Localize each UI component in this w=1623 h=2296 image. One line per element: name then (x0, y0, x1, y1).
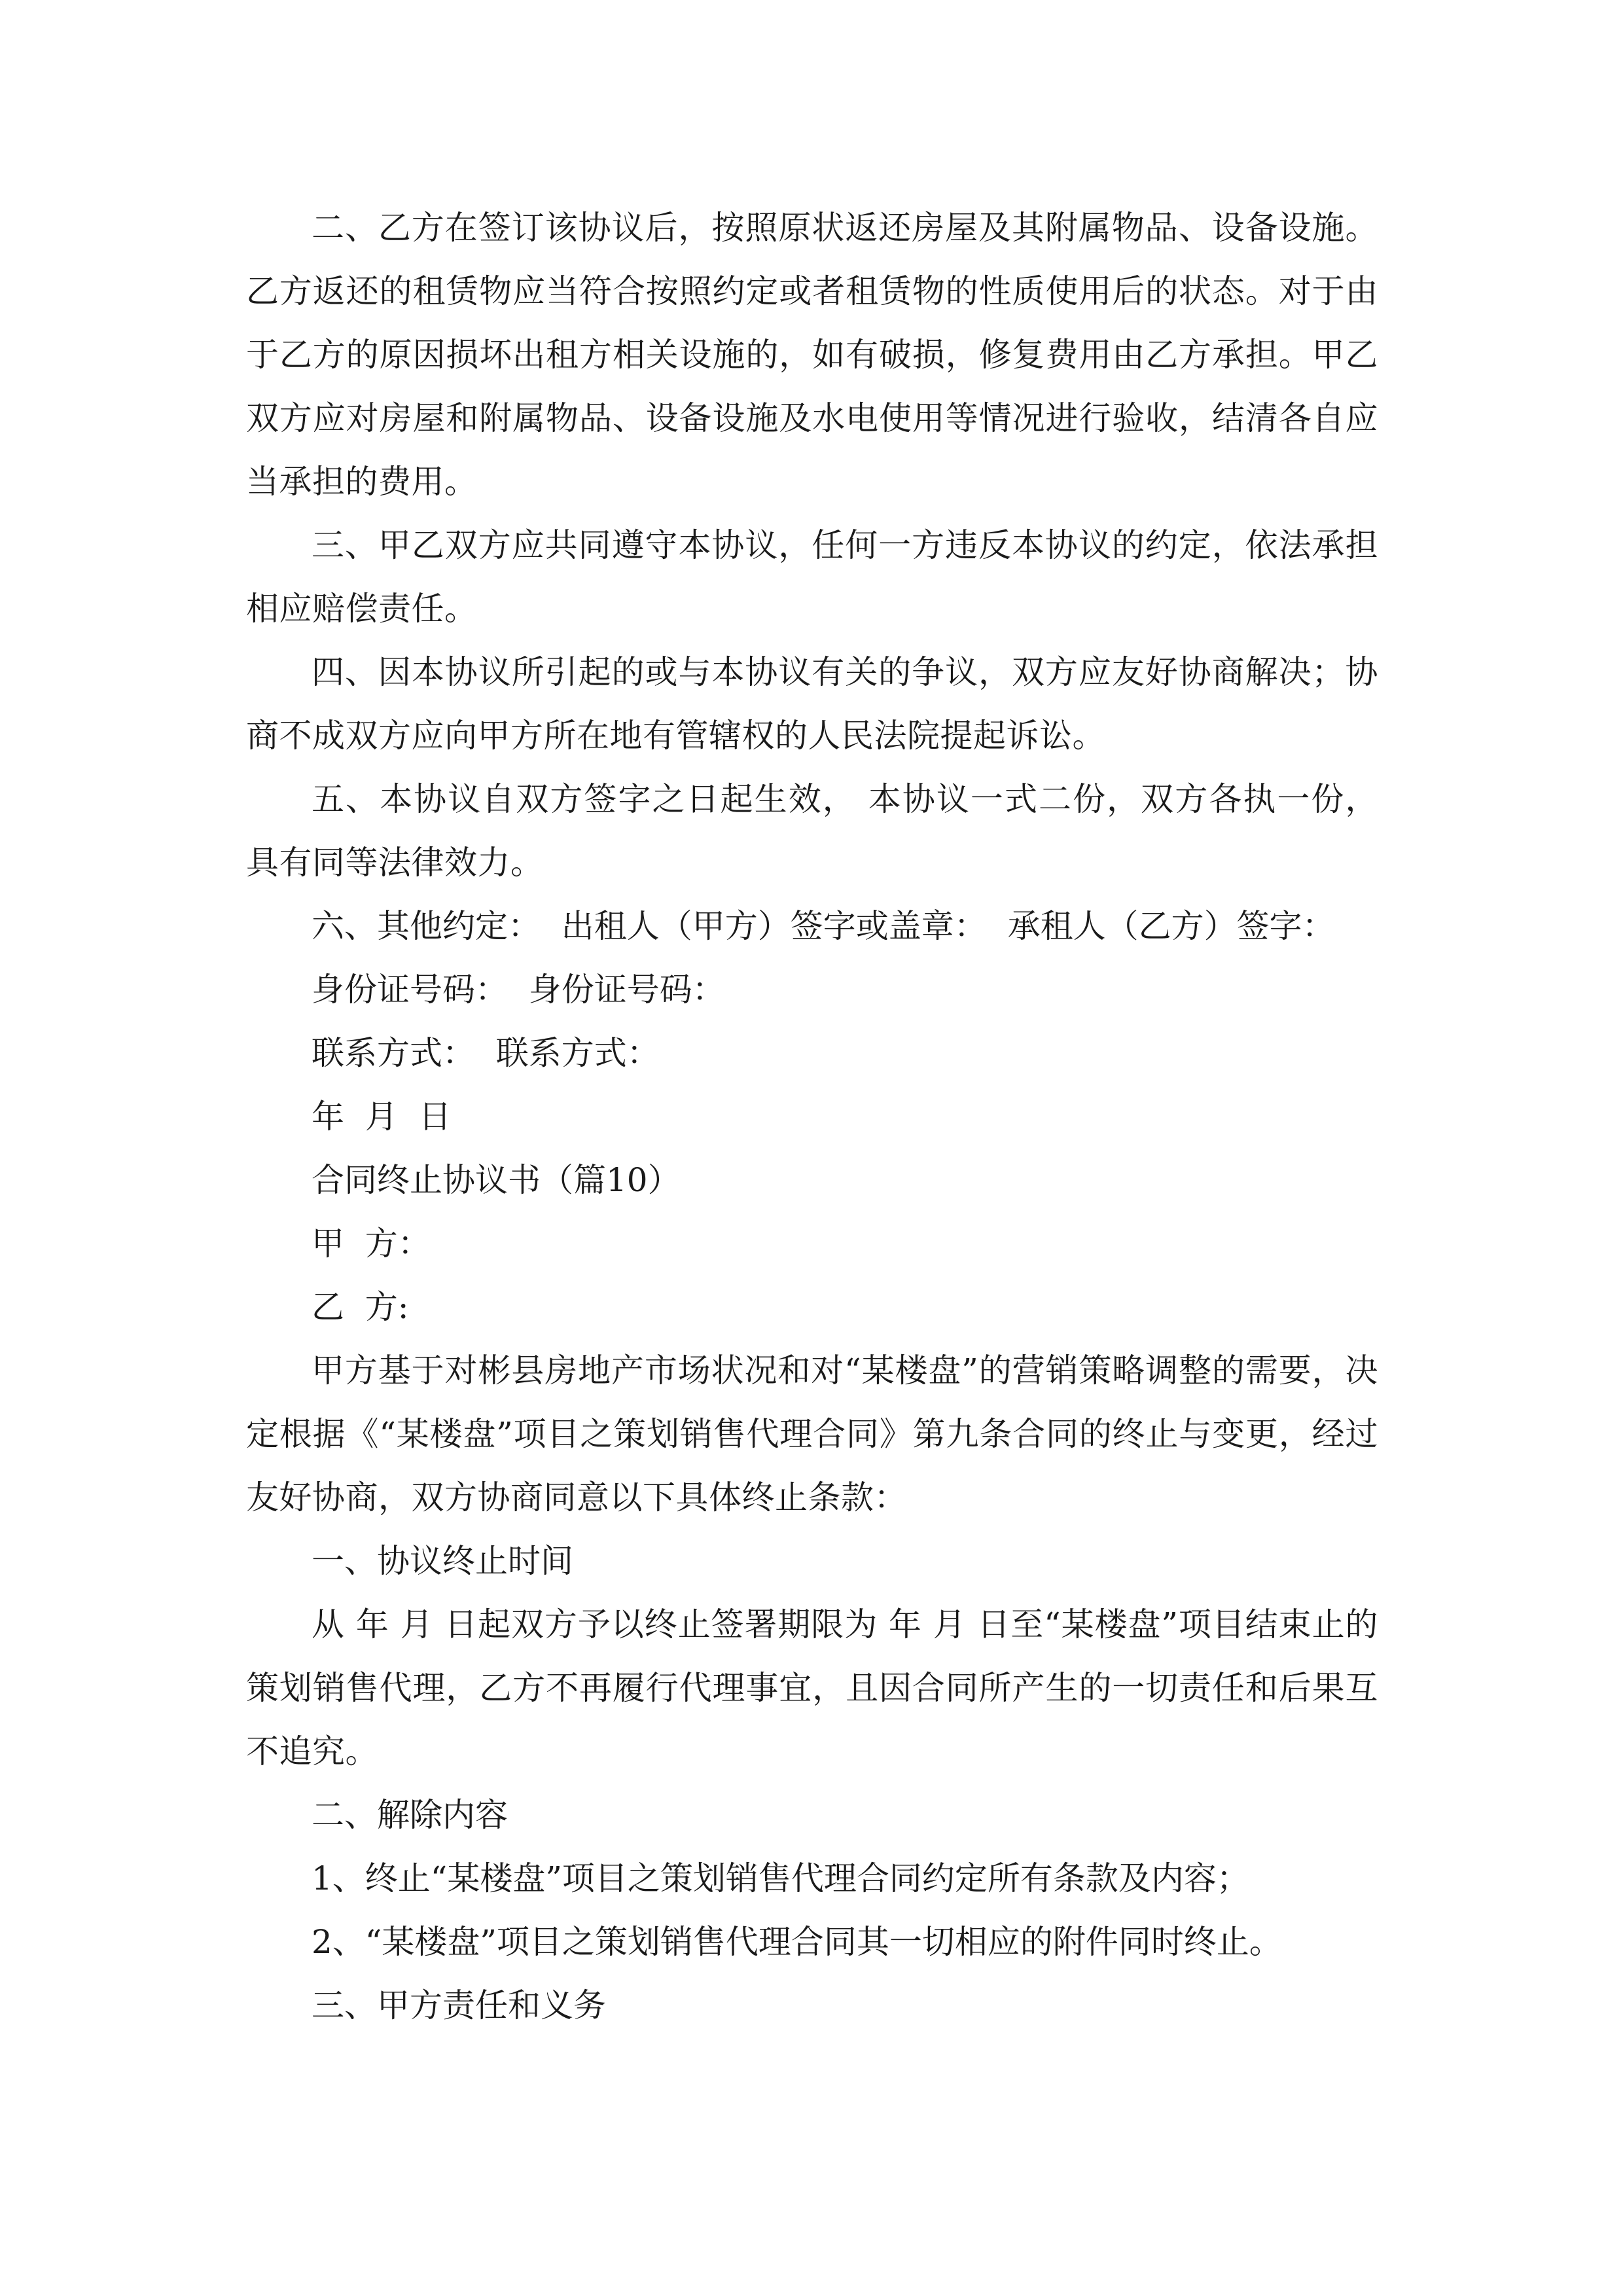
agreement-title: 合同终止协议书（篇10） (312, 1161, 681, 1199)
document-page (246, 196, 1378, 2037)
section-1-body: 从 年 月 日起双方予以终止签署期限为 年 月 日至“某楼盘”项目结束止的策划销售代理，乙方不再履行代理事宜，且因合同所产生的一切责任和后果互不追究。 (246, 1605, 1378, 1770)
signature-other-terms: 六、其他约定： 出租人（甲方）签字或盖章： 承租人（乙方）签字： (312, 907, 1335, 945)
section-2-item-1: 1、终止“某楼盘”项目之策划销售代理合同约定所有条款及内容； (312, 1859, 1249, 1897)
paragraph-effective: 五、本协议自双方签字之日起生效， 本协议一式二份，双方各执一份，具有同等法律效力。 (246, 780, 1378, 882)
paragraph-dispute: 四、因本协议所引起的或与本协议有关的争议，双方应友好协商解决；协商不成双方应向甲方所在地有管辖权的人民法院提起诉讼。 (246, 653, 1378, 755)
party-b-label: 乙 方: (312, 1288, 409, 1326)
paragraph-compliance: 三、甲乙双方应共同遵守本协议，任何一方违反本协议的约定，依法承担相应赔偿责任。 (246, 526, 1378, 628)
signature-contact: 联系方式： 联系方式： (312, 1034, 660, 1072)
intro-paragraph: 甲方基于对彬县房地产市场状况和对“某楼盘”的营销策略调整的需要，决定根据《“某楼盘”项目之策划销售代理合同》第九条合同的终止与变更，经过友好协商，双方协商同意以下具体终止条款： (246, 1352, 1378, 1516)
section-1-heading: 一、协议终止时间 (312, 1542, 573, 1580)
paragraph-return-property: 二、乙方在签订该协议后，按照原状返还房屋及其附属物品、设备设施。乙方返还的租赁物应当符合按照约定或者租赁物的性质使用后的状态。对于由于乙方的原因损坏出租方相关设施的，如有破损，修复费用由乙方承担。甲乙双方应对房屋和附属物品、设备设施及水电使用等情况进行验收，结清各自应当承担的费用。 (246, 209, 1378, 501)
section-2-heading: 二、解除内容 (312, 1796, 508, 1834)
signature-date: 年 月 日 (312, 1098, 452, 1136)
section-2-item-2: 2、“某楼盘”项目之策划销售代理合同其一切相应的附件同时终止。 (312, 1923, 1282, 1961)
party-a-label: 甲 方： (312, 1225, 431, 1263)
signature-id-number: 身份证号码： 身份证号码： (312, 971, 725, 1009)
section-3-heading: 三、甲方责任和义务 (312, 1986, 606, 2024)
